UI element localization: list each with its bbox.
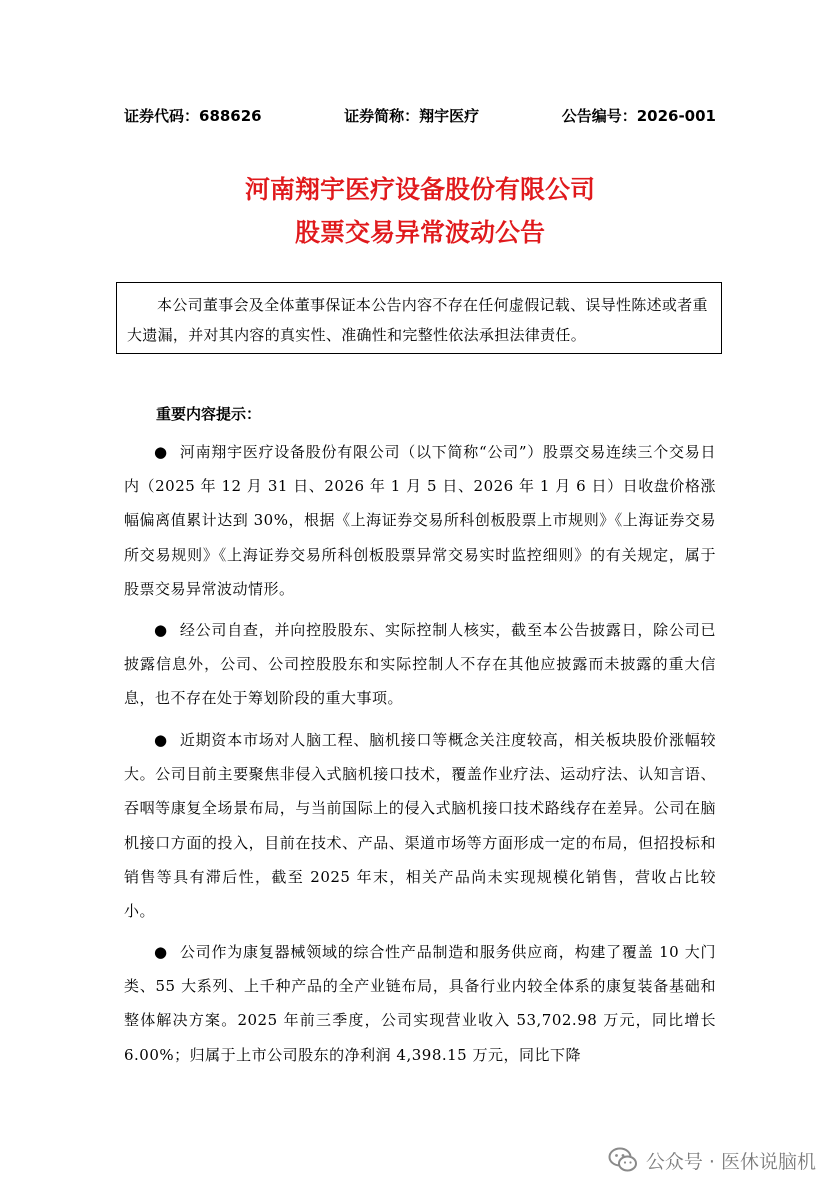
tip-paragraph <box>124 723 716 928</box>
bullet-icon: ● <box>154 621 168 639</box>
wechat-watermark <box>608 1146 816 1174</box>
tip-text: 公司作为康复器械领域的综合性产品制造和服务供应商，构建了覆盖 10 大门类、55 大系列、上千种产品的全产业链布局，具备行业内较全体系的康复装备基础和整体解决方案。2025 年前三季度，公司实现营业收入 53,702.98 万元，同比增长 6.00%；归属于上市公司股东的净利润 4,398.15 万元，同比下降 <box>124 943 716 1064</box>
important-tips-heading: 重要内容提示： <box>156 405 262 423</box>
tip-text: 近期资本市场对人脑工程、脑机接口等概念关注度较高，相关板块股价涨幅较大。公司目前主要聚焦非侵入式脑机接口技术，覆盖作业疗法、运动疗法、认知言语、吞咽等康复全场景布局，与当前国际上的侵入式脑机接口技术路线存在差异。公司在脑机接口方面的投入，目前在技术、产品、渠道市场等方面形成一定的布局，但招投标和销售等具有滞后性，截至 2025 年末，相关产品尚未实现规模化销售，营收占比较小。 <box>124 731 716 921</box>
tip-text: 经公司自查，并向控股股东、实际控制人核实，截至本公告披露日，除公司已披露信息外，公司、公司控股股东和实际控制人不存在其他应披露而未披露的重大信息，也不存在处于筹划阶段的重大事项。 <box>124 621 716 708</box>
company-title: 河南翔宇医疗设备股份有限公司 <box>244 175 595 204</box>
wechat-icon <box>608 1146 638 1174</box>
stock-abbreviation: 证券简称：翔宇医疗 <box>344 107 480 125</box>
bullet-icon: ● <box>154 443 168 461</box>
tip-paragraph <box>124 613 716 716</box>
tip-paragraph <box>124 435 716 606</box>
bullet-icon: ● <box>154 731 168 749</box>
announcement-number: 公告编号：2026-001 <box>561 107 716 125</box>
announcement-header <box>124 105 716 126</box>
announcement-title: 股票交易异常波动公告 <box>294 218 545 247</box>
board-guarantee-notice: 本公司董事会及全体董事保证本公告内容不存在任何虚假记载、误导性陈述或者重大遗漏，并对其内容的真实性、准确性和完整性依法承担法律责任。 <box>116 282 722 354</box>
tip-text: 河南翔宇医疗设备股份有限公司（以下简称“公司”）股票交易连续三个交易日内（2025 年 12 月 31 日、2026 年 1 月 5 日、2026 年 1 月 6 日）日收盘价格涨幅偏离值累计达到 30%，根据《上海证券交易所科创板股票上市规则》《上海证券交易所交易规则》《上海证券交易所科创板股票异常交易实时监控细则》的有关规定，属于股票交易异常波动情形。 <box>124 443 717 598</box>
tip-paragraph <box>124 935 716 1072</box>
watermark-text: 公众号 · 医休说脑机 <box>645 1150 816 1173</box>
bullet-icon: ● <box>154 943 168 961</box>
stock-code: 证券代码：688626 <box>124 107 262 125</box>
